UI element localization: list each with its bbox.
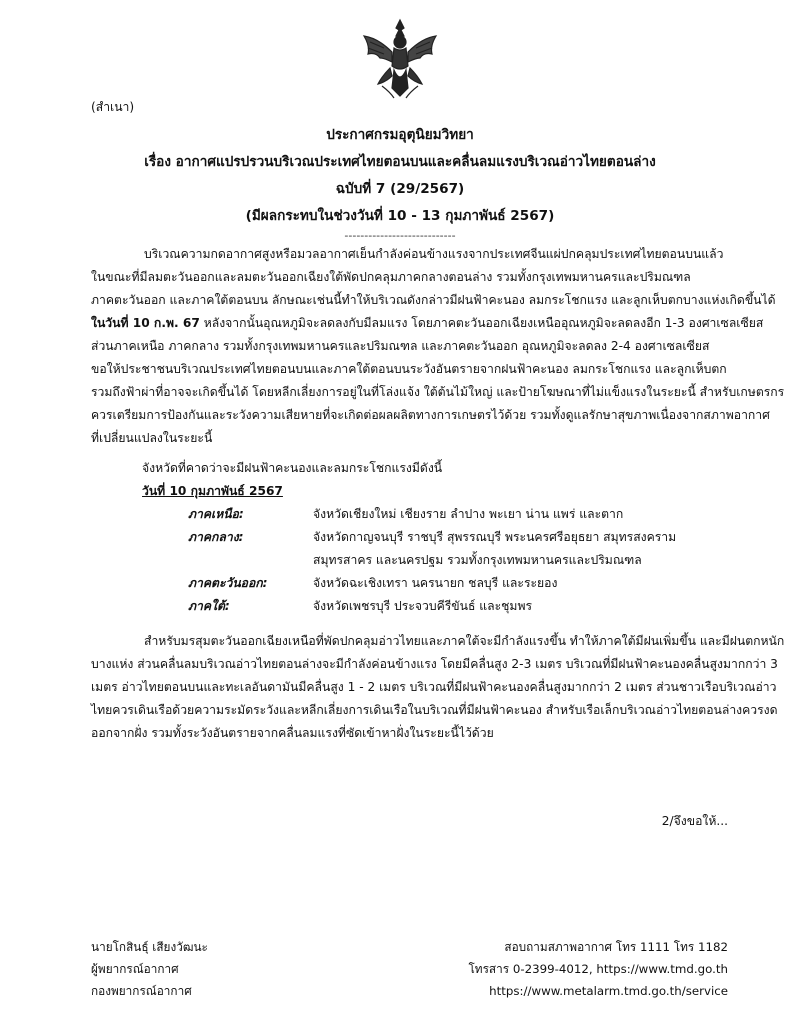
contact-phone: สอบถามสภาพอากาศ โทร 1111 โทร 1182 <box>504 940 728 954</box>
issue-number: ฉบับที่ 7 (29/2567) <box>335 181 465 197</box>
highlight-date: ในวันที่ 10 ก.พ. 67 <box>91 316 200 330</box>
paragraph-line: ภาคตะวันออก และภาคใต้ตอนบน ลักษณะเช่นนี้ทำให้บริเวณดังกล่าวมีฝนฟ้าคะนอง ลมกระโชกแรง และลูกเห็บตกบางแห่งเกิดขึ้นได้ <box>91 293 776 307</box>
paragraph-line: บางแห่ง ส่วนคลื่นลมบริเวณอ่าวไทยตอนล่างจะมีกำลังค่อนข้างแรง โดยมีคลื่นสูง 2-3 เมตร บริเวณที่มีฝนฟ้าคะนองคลื่นสูงมากกว่า 3 <box>91 657 778 671</box>
region-provinces: จังหวัดฉะเชิงเทรา นครนายก ชลบุรี และระยอง <box>313 576 558 590</box>
paragraph-weather-summary <box>91 243 785 450</box>
next-page-marker: 2/จึงขอให้... <box>661 814 728 828</box>
paragraph-line: ที่เปลี่ยนแปลงในระยะนี้ <box>91 431 213 445</box>
region-name: ภาคใต้: <box>188 599 230 613</box>
effective-period: (มีผลกระทบในช่วงวันที่ 10 - 13 กุมภาพันธ์ 2567) <box>245 208 555 224</box>
garuda-emblem-icon <box>360 18 440 100</box>
region-provinces: จังหวัดกาญจนบุรี ราชบุรี สุพรรณบุรี พระนครศรีอยุธยา สมุทรสงคราม <box>313 530 677 544</box>
copy-label: (สำเนา) <box>91 100 135 114</box>
divider: ---------------------------- <box>344 229 456 242</box>
region-provinces: จังหวัดเชียงใหม่ เชียงราย ลำปาง พะเยา น่าน แพร่ และตาก <box>313 507 624 521</box>
page-title: ประกาศกรมอุตุนิยมวิทยา <box>326 127 474 143</box>
region-provinces: สมุทรสาคร และนครปฐม รวมทั้งกรุงเทพมหานครและปริมณฑล <box>313 553 642 567</box>
paragraph-line: ในขณะที่มีลมตะวันออกและลมตะวันออกเฉียงใต้พัดปกคลุมภาคกลางตอนล่าง รวมทั้งกรุงเทพมหานครและปริมณฑล <box>91 270 691 284</box>
paragraph-line: ขอให้ประชาชนบริเวณประเทศไทยตอนบนและภาคใต้ตอนบนระวังอันตรายจากฝนฟ้าคะนอง ลมกระโชกแรง และลูกเห็บตก <box>91 362 727 376</box>
forecast-intro: จังหวัดที่คาดว่าจะมีฝนฟ้าคะนองและลมกระโชกแรงมีดังนี้ <box>142 461 443 475</box>
region-provinces: จังหวัดเพชรบุรี ประจวบคีรีขันธ์ และชุมพร <box>313 599 533 613</box>
paragraph-line-text: หลังจากนั้นอุณหภูมิจะลดลงกับมีลมแรง โดยภาคตะวันออกเฉียงเหนืออุณหภูมิจะลดลงอีก 1-3 องศาเซลเซียส <box>203 316 764 330</box>
paragraph-monsoon <box>91 630 785 745</box>
forecaster-title: ผู้พยากรณ์อากาศ <box>91 962 179 976</box>
paragraph-line: สำหรับมรสุมตะวันออกเฉียงเหนือที่พัดปกคลุมอ่าวไทยและภาคใต้จะมีกำลังแรงขึ้น ทำให้ภาคใต้มีฝนเพิ่มขึ้น และมีฝนตกหนัก <box>144 634 785 648</box>
contact-fax-website[interactable]: โทรสาร 0-2399-4012, https://www.tmd.go.th <box>468 962 728 976</box>
forecaster-name: นายโกสินธุ์ เสียงวัฒนะ <box>91 940 208 954</box>
region-name: ภาคกลาง: <box>188 530 244 544</box>
paragraph-line: บริเวณความกดอากาศสูงหรือมวลอากาศเย็นกำลังค่อนข้างแรงจากประเทศจีนแผ่ปกคลุมประเทศไทยตอนบนแล้ว <box>144 247 724 261</box>
paragraph-line: ส่วนภาคเหนือ ภาคกลาง รวมทั้งกรุงเทพมหานครและปริมณฑล และภาคตะวันออก อุณหภูมิจะลดลง 2-4 องศาเซลเซียส <box>91 339 710 353</box>
forecaster-division: กองพยากรณ์อากาศ <box>91 984 192 998</box>
paragraph-line: รวมถึงฟ้าผ่าที่อาจจะเกิดขึ้นได้ โดยหลีกเลี่ยงการอยู่ในที่โล่งแจ้ง ใต้ต้นไม้ใหญ่ และป้ายโฆษณาที่ไม่แข็งแรงในระยะนี้ สำหรับเกษตรกร <box>91 385 785 399</box>
footer-forecaster <box>91 936 208 1002</box>
paragraph-line: เมตร อ่าวไทยตอนบนและทะเลอันดามันมีคลื่นสูง 1 - 2 เมตร บริเวณที่มีฝนฟ้าคะนองคลื่นสูงมากกว่า 2 เมตร ส่วนชาวเรือบริเวณอ่าว <box>91 680 777 694</box>
paragraph-line: ออกจากฝั่ง รวมทั้งระวังอันตรายจากคลื่นลมแรงที่ซัดเข้าหาฝั่งในระยะนี้ไว้ด้วย <box>91 726 494 740</box>
contact-alert-link[interactable]: https://www.metalarm.tmd.go.th/service <box>489 984 728 998</box>
region-name: ภาคเหนือ: <box>188 507 244 521</box>
paragraph-line: ไทยควรเดินเรือด้วยความระมัดระวังและหลีกเลี่ยงการเดินเรือในบริเวณที่มีฝนฟ้าคะนอง สำหรับเรือเล็กบริเวณอ่าวไทยตอนล่างควรงด <box>91 703 778 717</box>
announcement-subject: เรื่อง อากาศแปรปรวนบริเวณประเทศไทยตอนบนและคลื่นลมแรงบริเวณอ่าวไทยตอนล่าง <box>144 154 656 170</box>
paragraph-line: ควรเตรียมการป้องกันและระวังความเสียหายที่จะเกิดต่อผลผลิตทางการเกษตรไว้ด้วย รวมทั้งดูแลรักษาสุขภาพเนื่องจากสภาพอากาศ <box>91 408 770 422</box>
region-name: ภาคตะวันออก: <box>188 576 268 590</box>
footer-contact <box>468 936 728 1002</box>
forecast-date-heading: วันที่ 10 กุมภาพันธ์ 2567 <box>142 484 283 498</box>
paragraph-line <box>91 312 764 335</box>
